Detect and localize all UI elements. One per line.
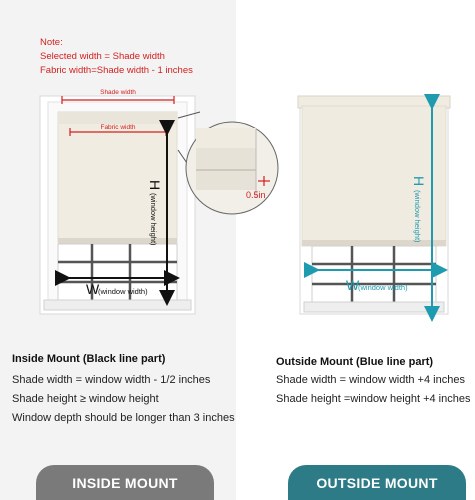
inside-width-label-small: (window width) <box>98 287 148 296</box>
note-line-2: Fabric width=Shade width - 1 inches <box>40 65 193 76</box>
outside-mount-button[interactable] <box>288 465 466 500</box>
outside-mount-line-2: Shade height =window height +4 inches <box>276 393 471 405</box>
inside-mount-line-2: Shade height ≥ window height <box>12 393 159 405</box>
outside-height-label-big: H <box>411 176 427 187</box>
note-line-1: Selected width = Shade width <box>40 51 165 62</box>
outside-mount-title: Outside Mount (Blue line part) <box>276 356 434 368</box>
inside-mount-line-3: Window depth should be longer than 3 inches <box>12 412 235 424</box>
inside-width-label-big: W <box>86 281 100 297</box>
outside-mount-button-label: OUTSIDE MOUNT <box>316 474 438 491</box>
outside-width-label-big: W <box>346 277 360 293</box>
fabric-width-label: Fabric width <box>100 124 136 131</box>
note-heading: Note: <box>40 37 63 48</box>
shade-width-label: Shade width <box>100 89 136 96</box>
outside-width-label-small: (window width) <box>358 283 408 292</box>
inside-window-illustration <box>40 96 278 314</box>
inside-mount-button[interactable] <box>36 465 214 500</box>
inside-mount-line-1: Shade width = window width - 1/2 inches <box>12 374 211 386</box>
outside-height-label-small: (window height) <box>413 190 422 243</box>
inside-height-label-small: (window height) <box>149 193 158 246</box>
outside-window-illustration <box>298 96 450 314</box>
outside-mount-line-1: Shade width = window width +4 inches <box>276 374 465 386</box>
inside-mount-button-label: INSIDE MOUNT <box>72 474 178 491</box>
inside-mount-title: Inside Mount (Black line part) <box>12 353 166 365</box>
gap-label: 0.5in <box>246 190 266 200</box>
inside-height-label-big: H <box>147 180 163 191</box>
